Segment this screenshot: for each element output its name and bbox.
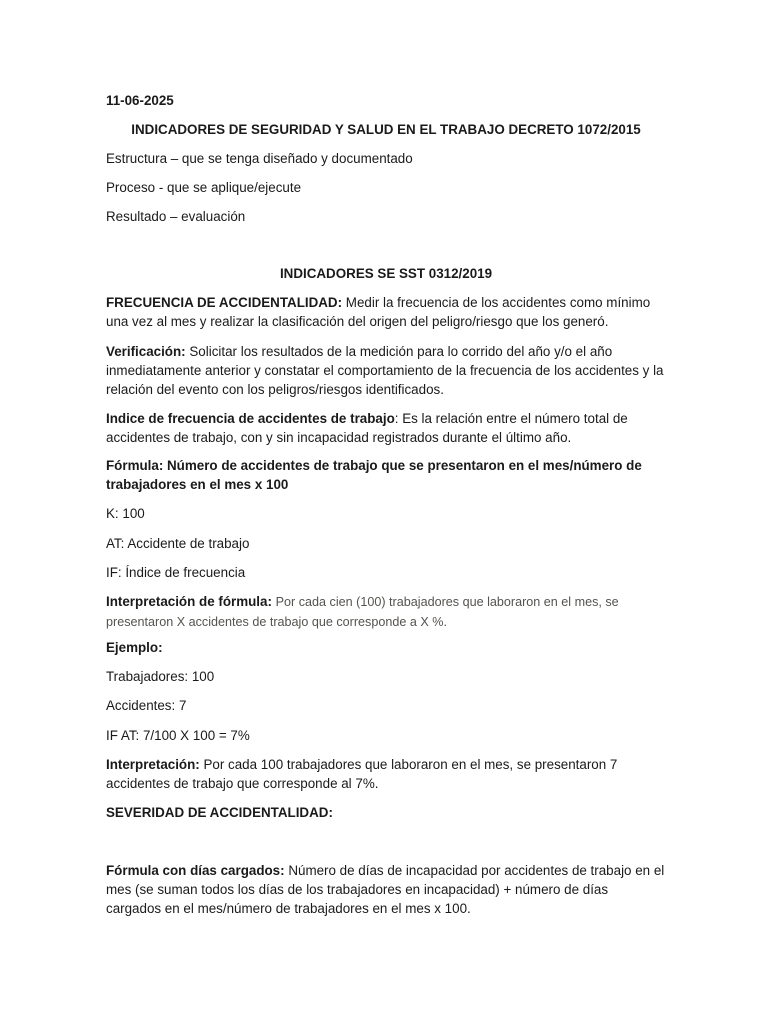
indice-paragraph bbox=[106, 409, 666, 447]
resultado-line: Resultado – evaluación bbox=[106, 209, 246, 224]
interpretacion-formula-text: Por cada cien (100) trabajadores que laboraron en el mes, se presentaron X accidentes de trabajo que corresponde a X %. bbox=[106, 595, 619, 629]
document-date: 11-06-2025 bbox=[106, 93, 174, 108]
interpretacion-text: Por cada 100 trabajadores que laboraron en el mes, se presentaron 7 accidentes de trabajo que corresponde al 7%. bbox=[106, 757, 618, 791]
interpretacion-label: Interpretación: bbox=[106, 757, 200, 772]
proceso-line: Proceso - que se aplique/ejecute bbox=[106, 180, 302, 195]
formula-dias-text: Número de días de incapacidad por accidentes de trabajo en el mes (se suman todos los días de los trabajadores en incapacidad) + número de días cargados en el mes/número de trabajadores en el mes x 100. bbox=[106, 863, 665, 916]
interpretacion-formula-paragraph bbox=[106, 592, 666, 632]
estructura-line: Estructura – que se tenga diseñado y documentado bbox=[106, 151, 413, 166]
accidentes-line: Accidentes: 7 bbox=[106, 698, 187, 713]
frecuencia-text: Medir la frecuencia de los accidentes como mínimo una vez al mes y realizar la clasificación del origen del peligro/riesgo que los generó. bbox=[106, 295, 651, 329]
ejemplo-heading: Ejemplo: bbox=[106, 640, 163, 655]
formula-dias-label: Fórmula con días cargados: bbox=[106, 863, 285, 878]
k-line: K: 100 bbox=[106, 506, 145, 521]
severidad-heading: SEVERIDAD DE ACCIDENTALIDAD: bbox=[106, 805, 333, 820]
title-resolution: INDICADORES SE SST 0312/2019 bbox=[279, 266, 493, 281]
if-line: IF: Índice de frecuencia bbox=[106, 565, 246, 580]
formula-paragraph: Fórmula: Número de accidentes de trabajo que se presentaron en el mes/número de trabajadores en el mes x 100 bbox=[106, 458, 642, 492]
trabajadores-line: Trabajadores: 100 bbox=[106, 669, 215, 684]
at-line: AT: Accidente de trabajo bbox=[106, 536, 250, 551]
frecuencia-label: FRECUENCIA DE ACCIDENTALIDAD: bbox=[106, 295, 343, 310]
formula-dias-paragraph bbox=[106, 861, 666, 918]
verificacion-paragraph bbox=[106, 342, 666, 399]
interpretacion-formula-label: Interpretación de fórmula: bbox=[106, 594, 272, 609]
indice-text: : Es la relación entre el número total de accidentes de trabajo, con y sin incapacidad registrados durante el último año. bbox=[106, 411, 628, 445]
title-decree: INDICADORES DE SEGURIDAD Y SALUD EN EL TRABAJO DECRETO 1072/2015 bbox=[131, 122, 641, 137]
interpretacion-paragraph bbox=[106, 755, 666, 793]
verificacion-label: Verificación: bbox=[106, 344, 186, 359]
frecuencia-paragraph bbox=[106, 293, 666, 331]
verificacion-text: Solicitar los resultados de la medición para lo corrido del año y/o el año inmediatamente anterior y constatar el comportamiento de la frecuencia de los accidentes y la relación del evento con los peligros/riesgos identificados. bbox=[106, 344, 664, 397]
indice-label: Indice de frecuencia de accidentes de trabajo bbox=[106, 411, 395, 426]
if-at-line: IF AT: 7/100 X 100 = 7% bbox=[106, 728, 250, 743]
